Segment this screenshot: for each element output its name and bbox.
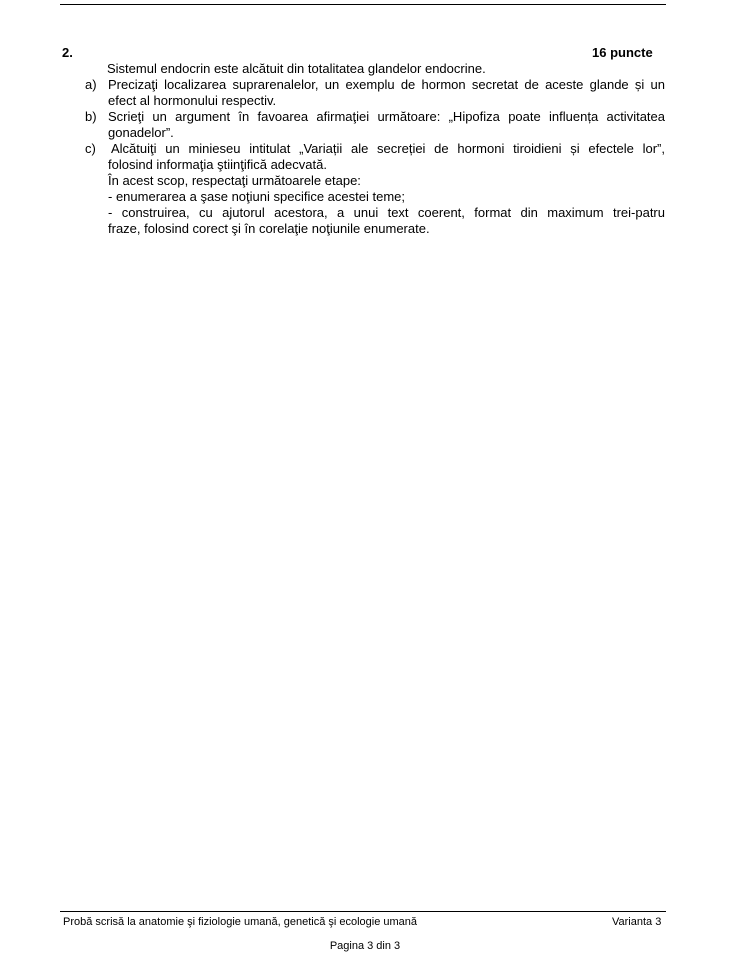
item-c-line-3: În acest scop, respectaţi următoarele etape: — [108, 173, 361, 188]
item-b-line-1: Scrieţi un argument în favoarea afirmaţiei următoare: „Hipofiza poate influența activitatea — [108, 109, 665, 124]
item-c-step-1: - enumerarea a şase noţiuni specifice acestei teme; — [108, 189, 405, 204]
item-c-step-2-line-2: fraze, folosind corect şi în corelaţie noţiunile enumerate. — [108, 221, 430, 236]
footer-rule — [60, 911, 666, 912]
footer-subject: Probă scrisă la anatomie şi fiziologie umană, genetică şi ecologie umană — [63, 916, 418, 928]
question-number: 2. — [62, 45, 73, 60]
question-points: 16 puncte — [592, 45, 653, 60]
footer-variant: Varianta 3 — [612, 916, 662, 928]
item-c-marker: c) — [85, 141, 96, 156]
question-intro: Sistemul endocrin este alcătuit din totalitatea glandelor endocrine. — [107, 61, 486, 76]
item-a-line-1: Precizaţi localizarea suprarenalelor, un exemplu de hormon secretat de aceste glande și un — [108, 77, 665, 92]
item-b-marker: b) — [85, 109, 97, 124]
item-c-line-1: Alcătuiţi un minieseu intitulat „Variații ale secreției de hormoni tiroidieni și efectele lor”, — [111, 141, 665, 156]
item-c-step-2-line-1: - construirea, cu ajutorul acestora, a unui text coerent, format din maximum trei-patru — [108, 205, 665, 220]
item-a-marker: a) — [85, 77, 97, 92]
header-rule — [60, 4, 666, 5]
header-cut-off-text — [250, 0, 480, 2]
item-a-line-2: efect al hormonului respectiv. — [108, 93, 277, 108]
item-c-line-2: folosind informaţia ştiinţifică adecvată. — [108, 157, 327, 172]
item-b-line-2: gonadelor”. — [108, 125, 174, 140]
footer-page-number: Pagina 3 din 3 — [329, 940, 401, 952]
